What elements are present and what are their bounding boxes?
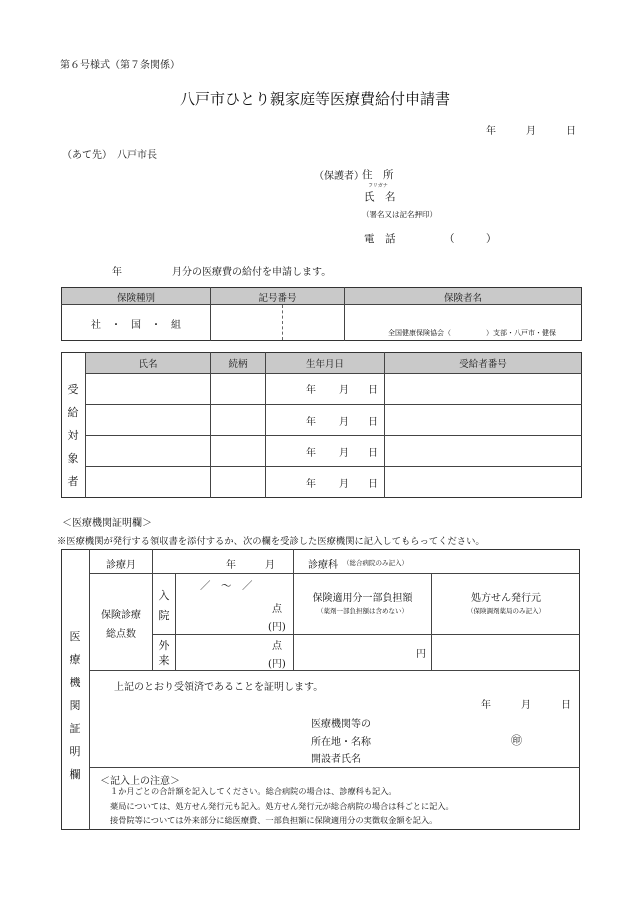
inpatient-period[interactable]: ／ ～ ／: [200, 580, 253, 592]
inpatient-points-unit: 点: [272, 604, 282, 615]
inpatient-label: 入院: [158, 589, 170, 622]
outpatient-label: 外来: [158, 639, 170, 667]
row2-birth-year: 年: [306, 417, 316, 428]
row3-birth-month: 月: [339, 448, 349, 459]
rx-note: （保険調剤薬局のみ記入）: [467, 607, 545, 615]
row2-birth-day: 日: [368, 417, 378, 428]
copay-title: 保険適用分一部負担額: [312, 593, 413, 604]
insurance-type-options[interactable]: 社 ・ 国 ・ 組: [91, 320, 181, 331]
col-birthdate-header: 生年月日: [305, 359, 344, 370]
consult-year[interactable]: 年: [226, 560, 236, 571]
col-recipient-no-header: 受給者番号: [459, 359, 507, 370]
note-line-2: 薬局については、処方せん発行元も記入。処方せん発行元が総合病院の場合は科ごとに記入。: [110, 801, 454, 811]
insurance-symbol-header: 記号番号: [258, 293, 297, 304]
cert-side-label: 医療機関証明欄: [69, 630, 81, 781]
row1-birth-year: 年: [306, 385, 316, 396]
name-label: 氏 名: [364, 191, 396, 203]
rx-title: 処方せん発行元: [471, 593, 541, 604]
col-name-header: 氏名: [138, 359, 158, 370]
row3-birth-day: 日: [368, 448, 378, 459]
institution-label-2: 所在地・名称: [311, 737, 371, 748]
institution-label-3: 開設者氏名: [311, 754, 361, 765]
insurer-name-header: 保険者名: [443, 293, 482, 304]
outpatient-yen-unit: (円): [268, 659, 286, 670]
cert-section-title: ＜医療機関証明欄＞: [62, 518, 152, 529]
points-label-1: 保険診療: [101, 610, 141, 621]
row1-birth-day: 日: [368, 385, 378, 396]
institution-label-1: 医療機関等の: [311, 719, 371, 730]
col-relation-header: 続柄: [228, 359, 248, 370]
apply-sentence: 月分の医療費の給付を申請します。: [172, 267, 332, 278]
guardian-label: （保護者）: [314, 171, 364, 182]
application-date[interactable]: 年 月 日: [486, 126, 576, 137]
form-number: 第６号様式（第７条関係）: [60, 60, 180, 71]
dept-note: （総合病院のみ記入）: [343, 559, 408, 567]
row1-birth-month: 月: [339, 385, 349, 396]
address-label: 住 所: [362, 169, 394, 181]
insurer-note: 全国健康保険協会（ ）支部・八戸市・健保: [388, 329, 556, 337]
cert-statement: 上記のとおり受領済であることを証明します。: [114, 682, 324, 693]
phone-paren[interactable]: （ ）: [444, 233, 497, 245]
consult-month[interactable]: 月: [265, 560, 275, 571]
row4-birth-year: 年: [306, 479, 316, 490]
row4-birth-month: 月: [339, 479, 349, 490]
copay-note: （薬剤一部負担額は含めない）: [317, 607, 408, 615]
apply-year[interactable]: 年: [112, 267, 122, 278]
seal-mark: ㊞: [511, 734, 522, 747]
furigana-label: フリガナ: [368, 183, 388, 189]
consult-month-label: 診療月: [106, 560, 136, 571]
form-title: 八戸市ひとり親家庭等医療費給付申請書: [179, 90, 450, 108]
row2-birth-month: 月: [339, 417, 349, 428]
row4-birth-day: 日: [368, 479, 378, 490]
dept-label: 診療科: [308, 560, 338, 571]
sign-note: （署名又は記名押印）: [362, 210, 437, 219]
note-line-3: 接骨院等については外来部分に総医療費、一部負担額に保険適用分の実徴収金額を記入。: [110, 815, 438, 825]
points-label-2: 総点数: [106, 629, 136, 640]
cert-note: ※医療機関が発行する領収書を添付するか、次の欄を受診した医療機関に記入してもらってください。: [57, 536, 485, 547]
outpatient-points-unit: 点: [272, 641, 282, 652]
insurance-type-header: 保険種別: [116, 293, 155, 304]
cert-date[interactable]: 年 月 日: [481, 700, 571, 711]
copay-yen-unit: 円: [416, 649, 426, 660]
note-line-1: １か月ごとの合計額を記入してください。総合病院の場合は、診療科も記入。: [110, 786, 397, 796]
phone-label: 電 話: [364, 233, 396, 245]
addressee: （あて先） 八戸市長: [62, 150, 157, 161]
row3-birth-year: 年: [306, 448, 316, 459]
recipients-side-label: 受給対象者: [67, 383, 79, 488]
inpatient-yen-unit: (円): [268, 622, 286, 633]
notes-title: ＜記入上の注意＞: [100, 776, 180, 787]
